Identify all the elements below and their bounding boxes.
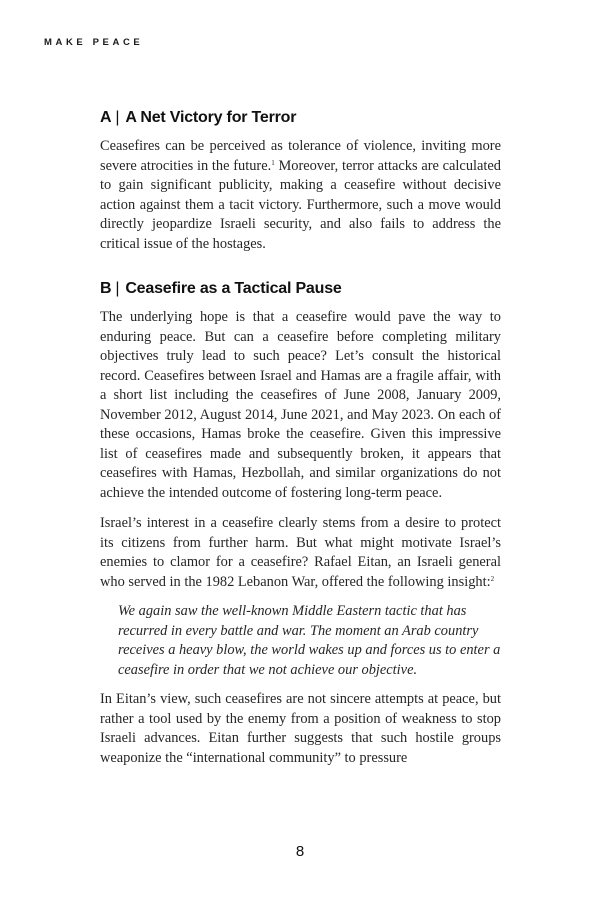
page-number: 8 <box>295 843 305 860</box>
section-a-paragraph-1 <box>100 137 501 254</box>
section-a-heading <box>100 107 501 129</box>
section-b-heading <box>100 278 501 300</box>
section-b-letter: B <box>100 280 112 297</box>
paragraph-text: Ceasefires can be perceived as tolerance of violence, inviting more severe atrocities in the future. <box>100 138 501 174</box>
section-b-paragraph-1: The underlying hope is that a ceasefire would pave the way to enduring peace. But can a ceasefire before completing military objectives truly lead to such peace? Let’s consult the historical record. Ceasefires between Israel and Hamas are a fragile affair, with a short list including the ceasefires of June 2008, January 2009, November 2012, August 2014, June 2021, and May 2023. On each of these occasions, Hamas broke the ceasefire. Given this impressive list of ceasefires made and subsequently broken, it appears that ceasefires with Hamas, Hezbollah, and similar organizations do not achieve the intended outcome of fostering long-term peace. <box>100 309 501 501</box>
section-a-letter: A <box>100 109 112 126</box>
section-b-paragraph-2 <box>100 514 501 592</box>
page-content <box>100 107 501 768</box>
running-head: MAKE PEACE <box>44 37 144 48</box>
eitan-quote: We again saw the well-known Middle Eastern tactic that has recurred in every battle and war. The moment an Arab country receives a heavy blow, the world wakes up and forces us to enter a ceasefire in order that we not achieve our objective. <box>118 603 501 678</box>
paragraph-text: Israel’s interest in a ceasefire clearly stems from a desire to protect its citizens from further harm. But what might motivate Israel’s enemies to clamor for a ceasefire? Rafael Eitan, an Israeli general who served in the 1982 Lebanon War, offered the following insight: <box>100 515 501 590</box>
footnote-ref-2[interactable]: 2 <box>490 574 495 583</box>
paragraph-text: Moreover, terror attacks are calculated to gain significant publicity, making a ceasefire without decisive action against them a tacit victory. Furthermore, such a move would directly jeopardize Israeli security, and also fails to address the critical issue of the hostages. <box>100 157 501 252</box>
section-b-title: Ceasefire as a Tactical Pause <box>125 280 342 297</box>
footnote-ref-1[interactable]: 1 <box>271 158 275 167</box>
section-b-separator: | <box>115 280 120 297</box>
section-a-title: A Net Victory for Terror <box>125 109 297 126</box>
section-a-separator: | <box>115 109 120 126</box>
section-b-paragraph-3: In Eitan’s view, such ceasefires are not sincere attempts at peace, but rather a tool used by the enemy from a position of weakness to stop Israeli advances. Eitan further suggests that such hostile groups weaponize the “international community” to pressure <box>100 691 501 766</box>
